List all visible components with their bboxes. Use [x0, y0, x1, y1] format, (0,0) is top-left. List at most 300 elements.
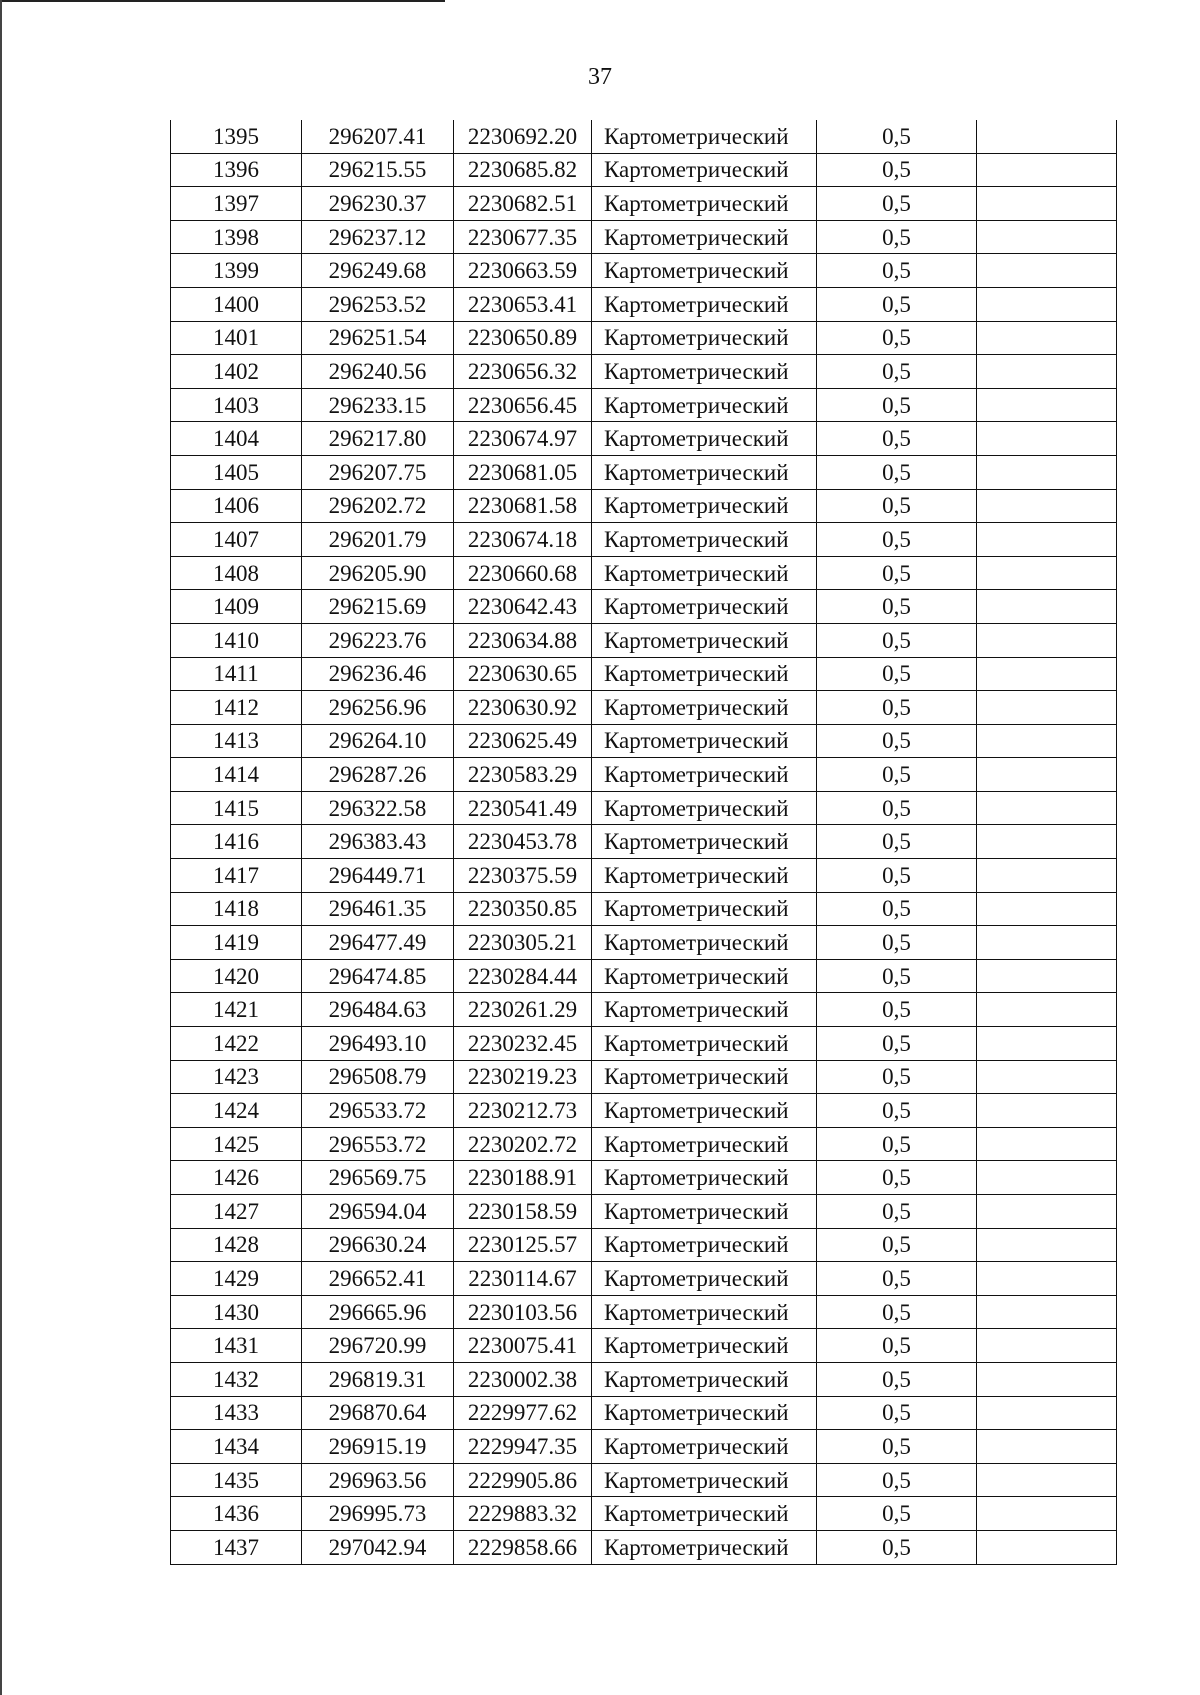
- accuracy-cell: 0,5: [817, 993, 977, 1027]
- table-row: [171, 1430, 1117, 1464]
- point-number-cell: 1417: [171, 859, 302, 893]
- table-row: [171, 556, 1117, 590]
- y-coordinate-cell: 2230674.18: [454, 523, 592, 557]
- method-cell: Картометрический: [592, 590, 817, 624]
- y-coordinate-cell: 2230350.85: [454, 892, 592, 926]
- y-coordinate-cell: 2230660.68: [454, 556, 592, 590]
- method-cell: Картометрический: [592, 657, 817, 691]
- point-number-cell: 1416: [171, 825, 302, 859]
- point-number-cell: 1402: [171, 355, 302, 389]
- note-cell: [977, 556, 1117, 590]
- x-coordinate-cell: 296665.96: [302, 1295, 454, 1329]
- point-number-cell: 1425: [171, 1127, 302, 1161]
- note-cell: [977, 993, 1117, 1027]
- x-coordinate-cell: 296207.75: [302, 455, 454, 489]
- table-row: [171, 287, 1117, 321]
- accuracy-cell: 0,5: [817, 1362, 977, 1396]
- x-coordinate-cell: 296233.15: [302, 388, 454, 422]
- x-coordinate-cell: 296493.10: [302, 1027, 454, 1061]
- note-cell: [977, 1396, 1117, 1430]
- x-coordinate-cell: 296383.43: [302, 825, 454, 859]
- accuracy-cell: 0,5: [817, 1161, 977, 1195]
- x-coordinate-cell: 296215.55: [302, 153, 454, 187]
- y-coordinate-cell: 2229883.32: [454, 1497, 592, 1531]
- y-coordinate-cell: 2230634.88: [454, 623, 592, 657]
- x-coordinate-cell: 296533.72: [302, 1094, 454, 1128]
- accuracy-cell: 0,5: [817, 657, 977, 691]
- point-number-cell: 1437: [171, 1530, 302, 1564]
- note-cell: [977, 791, 1117, 825]
- point-number-cell: 1418: [171, 892, 302, 926]
- x-coordinate-cell: 296287.26: [302, 758, 454, 792]
- accuracy-cell: 0,5: [817, 1329, 977, 1363]
- point-number-cell: 1436: [171, 1497, 302, 1531]
- point-number-cell: 1396: [171, 153, 302, 187]
- method-cell: Картометрический: [592, 724, 817, 758]
- note-cell: [977, 1262, 1117, 1296]
- method-cell: Картометрический: [592, 1530, 817, 1564]
- table-row: [171, 892, 1117, 926]
- point-number-cell: 1431: [171, 1329, 302, 1363]
- table-row: [171, 859, 1117, 893]
- note-cell: [977, 489, 1117, 523]
- table-row: [171, 1228, 1117, 1262]
- point-number-cell: 1410: [171, 623, 302, 657]
- method-cell: Картометрический: [592, 1094, 817, 1128]
- y-coordinate-cell: 2230002.38: [454, 1362, 592, 1396]
- table-row: [171, 691, 1117, 725]
- point-number-cell: 1429: [171, 1262, 302, 1296]
- accuracy-cell: 0,5: [817, 724, 977, 758]
- note-cell: [977, 388, 1117, 422]
- y-coordinate-cell: 2229977.62: [454, 1396, 592, 1430]
- note-cell: [977, 1497, 1117, 1531]
- accuracy-cell: 0,5: [817, 892, 977, 926]
- note-cell: [977, 1127, 1117, 1161]
- y-coordinate-cell: 2230656.45: [454, 388, 592, 422]
- method-cell: Картометрический: [592, 1228, 817, 1262]
- point-number-cell: 1395: [171, 120, 302, 153]
- accuracy-cell: 0,5: [817, 321, 977, 355]
- accuracy-cell: 0,5: [817, 120, 977, 153]
- point-number-cell: 1413: [171, 724, 302, 758]
- y-coordinate-cell: 2230375.59: [454, 859, 592, 893]
- point-number-cell: 1423: [171, 1060, 302, 1094]
- y-coordinate-cell: 2230075.41: [454, 1329, 592, 1363]
- method-cell: Картометрический: [592, 523, 817, 557]
- table-row: [171, 791, 1117, 825]
- accuracy-cell: 0,5: [817, 455, 977, 489]
- note-cell: [977, 758, 1117, 792]
- note-cell: [977, 959, 1117, 993]
- x-coordinate-cell: 296963.56: [302, 1463, 454, 1497]
- method-cell: Картометрический: [592, 388, 817, 422]
- y-coordinate-cell: 2230114.67: [454, 1262, 592, 1296]
- x-coordinate-cell: 296201.79: [302, 523, 454, 557]
- accuracy-cell: 0,5: [817, 1195, 977, 1229]
- table-row: [171, 1262, 1117, 1296]
- note-cell: [977, 220, 1117, 254]
- y-coordinate-cell: 2230656.32: [454, 355, 592, 389]
- table-row: [171, 523, 1117, 557]
- accuracy-cell: 0,5: [817, 1060, 977, 1094]
- table-row: [171, 590, 1117, 624]
- accuracy-cell: 0,5: [817, 1430, 977, 1464]
- x-coordinate-cell: 296256.96: [302, 691, 454, 725]
- accuracy-cell: 0,5: [817, 1094, 977, 1128]
- method-cell: Картометрический: [592, 187, 817, 221]
- point-number-cell: 1432: [171, 1362, 302, 1396]
- method-cell: Картометрический: [592, 1195, 817, 1229]
- point-number-cell: 1401: [171, 321, 302, 355]
- point-number-cell: 1414: [171, 758, 302, 792]
- x-coordinate-cell: 296995.73: [302, 1497, 454, 1531]
- accuracy-cell: 0,5: [817, 691, 977, 725]
- table-row: [171, 220, 1117, 254]
- note-cell: [977, 1430, 1117, 1464]
- method-cell: Картометрический: [592, 1430, 817, 1464]
- y-coordinate-cell: 2229905.86: [454, 1463, 592, 1497]
- table-row: [171, 1195, 1117, 1229]
- table-row: [171, 388, 1117, 422]
- method-cell: Картометрический: [592, 1362, 817, 1396]
- method-cell: Картометрический: [592, 1127, 817, 1161]
- y-coordinate-cell: 2230158.59: [454, 1195, 592, 1229]
- x-coordinate-cell: 296870.64: [302, 1396, 454, 1430]
- y-coordinate-cell: 2230188.91: [454, 1161, 592, 1195]
- note-cell: [977, 120, 1117, 153]
- note-cell: [977, 859, 1117, 893]
- y-coordinate-cell: 2230202.72: [454, 1127, 592, 1161]
- y-coordinate-cell: 2230677.35: [454, 220, 592, 254]
- method-cell: Картометрический: [592, 691, 817, 725]
- point-number-cell: 1433: [171, 1396, 302, 1430]
- method-cell: Картометрический: [592, 220, 817, 254]
- point-number-cell: 1420: [171, 959, 302, 993]
- accuracy-cell: 0,5: [817, 1127, 977, 1161]
- method-cell: Картометрический: [592, 959, 817, 993]
- method-cell: Картометрический: [592, 859, 817, 893]
- x-coordinate-cell: 296217.80: [302, 422, 454, 456]
- point-number-cell: 1400: [171, 287, 302, 321]
- method-cell: Картометрический: [592, 556, 817, 590]
- note-cell: [977, 523, 1117, 557]
- note-cell: [977, 657, 1117, 691]
- y-coordinate-cell: 2230685.82: [454, 153, 592, 187]
- scan-edge-top: [0, 0, 445, 2]
- accuracy-cell: 0,5: [817, 1228, 977, 1262]
- note-cell: [977, 892, 1117, 926]
- table-row: [171, 120, 1117, 153]
- note-cell: [977, 254, 1117, 288]
- note-cell: [977, 691, 1117, 725]
- accuracy-cell: 0,5: [817, 1262, 977, 1296]
- note-cell: [977, 825, 1117, 859]
- note-cell: [977, 1463, 1117, 1497]
- x-coordinate-cell: 296630.24: [302, 1228, 454, 1262]
- y-coordinate-cell: 2230674.97: [454, 422, 592, 456]
- point-number-cell: 1424: [171, 1094, 302, 1128]
- note-cell: [977, 153, 1117, 187]
- x-coordinate-cell: 296569.75: [302, 1161, 454, 1195]
- note-cell: [977, 321, 1117, 355]
- table-row: [171, 422, 1117, 456]
- point-number-cell: 1434: [171, 1430, 302, 1464]
- x-coordinate-cell: 296215.69: [302, 590, 454, 624]
- y-coordinate-cell: 2230284.44: [454, 959, 592, 993]
- x-coordinate-cell: 296202.72: [302, 489, 454, 523]
- accuracy-cell: 0,5: [817, 523, 977, 557]
- x-coordinate-cell: 296461.35: [302, 892, 454, 926]
- y-coordinate-cell: 2230219.23: [454, 1060, 592, 1094]
- table-row: [171, 1295, 1117, 1329]
- note-cell: [977, 455, 1117, 489]
- accuracy-cell: 0,5: [817, 791, 977, 825]
- x-coordinate-cell: 296508.79: [302, 1060, 454, 1094]
- y-coordinate-cell: 2230682.51: [454, 187, 592, 221]
- point-number-cell: 1404: [171, 422, 302, 456]
- table-row: [171, 1530, 1117, 1564]
- point-number-cell: 1399: [171, 254, 302, 288]
- method-cell: Картометрический: [592, 1161, 817, 1195]
- point-number-cell: 1422: [171, 1027, 302, 1061]
- note-cell: [977, 1362, 1117, 1396]
- page-number: 37: [588, 64, 612, 90]
- y-coordinate-cell: 2230650.89: [454, 321, 592, 355]
- y-coordinate-cell: 2229858.66: [454, 1530, 592, 1564]
- table-row: [171, 758, 1117, 792]
- table-row: [171, 1362, 1117, 1396]
- y-coordinate-cell: 2230681.58: [454, 489, 592, 523]
- note-cell: [977, 590, 1117, 624]
- point-number-cell: 1411: [171, 657, 302, 691]
- y-coordinate-cell: 2230642.43: [454, 590, 592, 624]
- note-cell: [977, 1329, 1117, 1363]
- x-coordinate-cell: 296474.85: [302, 959, 454, 993]
- table-row: [171, 455, 1117, 489]
- accuracy-cell: 0,5: [817, 1295, 977, 1329]
- accuracy-cell: 0,5: [817, 220, 977, 254]
- x-coordinate-cell: 296484.63: [302, 993, 454, 1027]
- note-cell: [977, 1195, 1117, 1229]
- table-row: [171, 1463, 1117, 1497]
- method-cell: Картометрический: [592, 791, 817, 825]
- x-coordinate-cell: 296251.54: [302, 321, 454, 355]
- table-row: [171, 1027, 1117, 1061]
- y-coordinate-cell: 2230653.41: [454, 287, 592, 321]
- method-cell: Картометрический: [592, 926, 817, 960]
- method-cell: Картометрический: [592, 993, 817, 1027]
- method-cell: Картометрический: [592, 1060, 817, 1094]
- table-row: [171, 959, 1117, 993]
- method-cell: Картометрический: [592, 254, 817, 288]
- method-cell: Картометрический: [592, 1027, 817, 1061]
- x-coordinate-cell: 296223.76: [302, 623, 454, 657]
- method-cell: Картометрический: [592, 1396, 817, 1430]
- point-number-cell: 1408: [171, 556, 302, 590]
- y-coordinate-cell: 2230453.78: [454, 825, 592, 859]
- method-cell: Картометрический: [592, 489, 817, 523]
- note-cell: [977, 287, 1117, 321]
- table-row: [171, 926, 1117, 960]
- table-row: [171, 1094, 1117, 1128]
- x-coordinate-cell: 297042.94: [302, 1530, 454, 1564]
- method-cell: Картометрический: [592, 892, 817, 926]
- accuracy-cell: 0,5: [817, 1396, 977, 1430]
- note-cell: [977, 1530, 1117, 1564]
- x-coordinate-cell: 296236.46: [302, 657, 454, 691]
- accuracy-cell: 0,5: [817, 254, 977, 288]
- table-row: [171, 623, 1117, 657]
- point-number-cell: 1412: [171, 691, 302, 725]
- x-coordinate-cell: 296652.41: [302, 1262, 454, 1296]
- table-row: [171, 489, 1117, 523]
- table-row: [171, 1497, 1117, 1531]
- table-row: [171, 355, 1117, 389]
- y-coordinate-cell: 2230663.59: [454, 254, 592, 288]
- note-cell: [977, 623, 1117, 657]
- y-coordinate-cell: 2230630.65: [454, 657, 592, 691]
- x-coordinate-cell: 296553.72: [302, 1127, 454, 1161]
- x-coordinate-cell: 296594.04: [302, 1195, 454, 1229]
- accuracy-cell: 0,5: [817, 590, 977, 624]
- y-coordinate-cell: 2230103.56: [454, 1295, 592, 1329]
- table-row: [171, 187, 1117, 221]
- accuracy-cell: 0,5: [817, 926, 977, 960]
- accuracy-cell: 0,5: [817, 1463, 977, 1497]
- accuracy-cell: 0,5: [817, 355, 977, 389]
- x-coordinate-cell: 296230.37: [302, 187, 454, 221]
- method-cell: Картометрический: [592, 825, 817, 859]
- accuracy-cell: 0,5: [817, 489, 977, 523]
- method-cell: Картометрический: [592, 287, 817, 321]
- method-cell: Картометрический: [592, 153, 817, 187]
- accuracy-cell: 0,5: [817, 1027, 977, 1061]
- note-cell: [977, 1094, 1117, 1128]
- accuracy-cell: 0,5: [817, 287, 977, 321]
- accuracy-cell: 0,5: [817, 1530, 977, 1564]
- note-cell: [977, 422, 1117, 456]
- method-cell: Картометрический: [592, 321, 817, 355]
- table-row: [171, 1060, 1117, 1094]
- y-coordinate-cell: 2230261.29: [454, 993, 592, 1027]
- point-number-cell: 1427: [171, 1195, 302, 1229]
- point-number-cell: 1428: [171, 1228, 302, 1262]
- table-row: [171, 321, 1117, 355]
- point-number-cell: 1407: [171, 523, 302, 557]
- table-row: [171, 153, 1117, 187]
- note-cell: [977, 1060, 1117, 1094]
- method-cell: Картометрический: [592, 758, 817, 792]
- note-cell: [977, 1027, 1117, 1061]
- accuracy-cell: 0,5: [817, 153, 977, 187]
- point-number-cell: 1435: [171, 1463, 302, 1497]
- method-cell: Картометрический: [592, 455, 817, 489]
- x-coordinate-cell: 296449.71: [302, 859, 454, 893]
- x-coordinate-cell: 296915.19: [302, 1430, 454, 1464]
- method-cell: Картометрический: [592, 1497, 817, 1531]
- note-cell: [977, 724, 1117, 758]
- table-row: [171, 825, 1117, 859]
- point-number-cell: 1419: [171, 926, 302, 960]
- y-coordinate-cell: 2230681.05: [454, 455, 592, 489]
- table-row: [171, 657, 1117, 691]
- method-cell: Картометрический: [592, 623, 817, 657]
- x-coordinate-cell: 296819.31: [302, 1362, 454, 1396]
- y-coordinate-cell: 2230232.45: [454, 1027, 592, 1061]
- point-number-cell: 1426: [171, 1161, 302, 1195]
- accuracy-cell: 0,5: [817, 623, 977, 657]
- scan-edge-left: [0, 0, 2, 1695]
- note-cell: [977, 1295, 1117, 1329]
- accuracy-cell: 0,5: [817, 1497, 977, 1531]
- point-number-cell: 1421: [171, 993, 302, 1027]
- x-coordinate-cell: 296237.12: [302, 220, 454, 254]
- method-cell: Картометрический: [592, 1463, 817, 1497]
- y-coordinate-cell: 2230583.29: [454, 758, 592, 792]
- accuracy-cell: 0,5: [817, 556, 977, 590]
- table-row: [171, 1161, 1117, 1195]
- accuracy-cell: 0,5: [817, 758, 977, 792]
- method-cell: Картометрический: [592, 1295, 817, 1329]
- point-number-cell: 1405: [171, 455, 302, 489]
- table-row: [171, 724, 1117, 758]
- note-cell: [977, 187, 1117, 221]
- method-cell: Картометрический: [592, 1329, 817, 1363]
- table-row: [171, 1396, 1117, 1430]
- method-cell: Картометрический: [592, 120, 817, 153]
- y-coordinate-cell: 2230305.21: [454, 926, 592, 960]
- table-row: [171, 1329, 1117, 1363]
- note-cell: [977, 926, 1117, 960]
- point-number-cell: 1403: [171, 388, 302, 422]
- x-coordinate-cell: 296207.41: [302, 120, 454, 153]
- x-coordinate-cell: 296240.56: [302, 355, 454, 389]
- point-number-cell: 1398: [171, 220, 302, 254]
- accuracy-cell: 0,5: [817, 187, 977, 221]
- accuracy-cell: 0,5: [817, 422, 977, 456]
- x-coordinate-cell: 296253.52: [302, 287, 454, 321]
- y-coordinate-cell: 2230125.57: [454, 1228, 592, 1262]
- x-coordinate-cell: 296205.90: [302, 556, 454, 590]
- method-cell: Картометрический: [592, 355, 817, 389]
- point-number-cell: 1406: [171, 489, 302, 523]
- coordinates-table: [170, 120, 1117, 1565]
- note-cell: [977, 1228, 1117, 1262]
- accuracy-cell: 0,5: [817, 959, 977, 993]
- accuracy-cell: 0,5: [817, 859, 977, 893]
- point-number-cell: 1415: [171, 791, 302, 825]
- coordinates-table-body: [171, 120, 1117, 1564]
- table-row: [171, 993, 1117, 1027]
- x-coordinate-cell: 296322.58: [302, 791, 454, 825]
- point-number-cell: 1430: [171, 1295, 302, 1329]
- x-coordinate-cell: 296477.49: [302, 926, 454, 960]
- y-coordinate-cell: 2229947.35: [454, 1430, 592, 1464]
- table-row: [171, 254, 1117, 288]
- method-cell: Картометрический: [592, 1262, 817, 1296]
- table-row: [171, 1127, 1117, 1161]
- note-cell: [977, 1161, 1117, 1195]
- y-coordinate-cell: 2230212.73: [454, 1094, 592, 1128]
- x-coordinate-cell: 296249.68: [302, 254, 454, 288]
- y-coordinate-cell: 2230692.20: [454, 120, 592, 153]
- x-coordinate-cell: 296264.10: [302, 724, 454, 758]
- point-number-cell: 1409: [171, 590, 302, 624]
- y-coordinate-cell: 2230630.92: [454, 691, 592, 725]
- method-cell: Картометрический: [592, 422, 817, 456]
- y-coordinate-cell: 2230541.49: [454, 791, 592, 825]
